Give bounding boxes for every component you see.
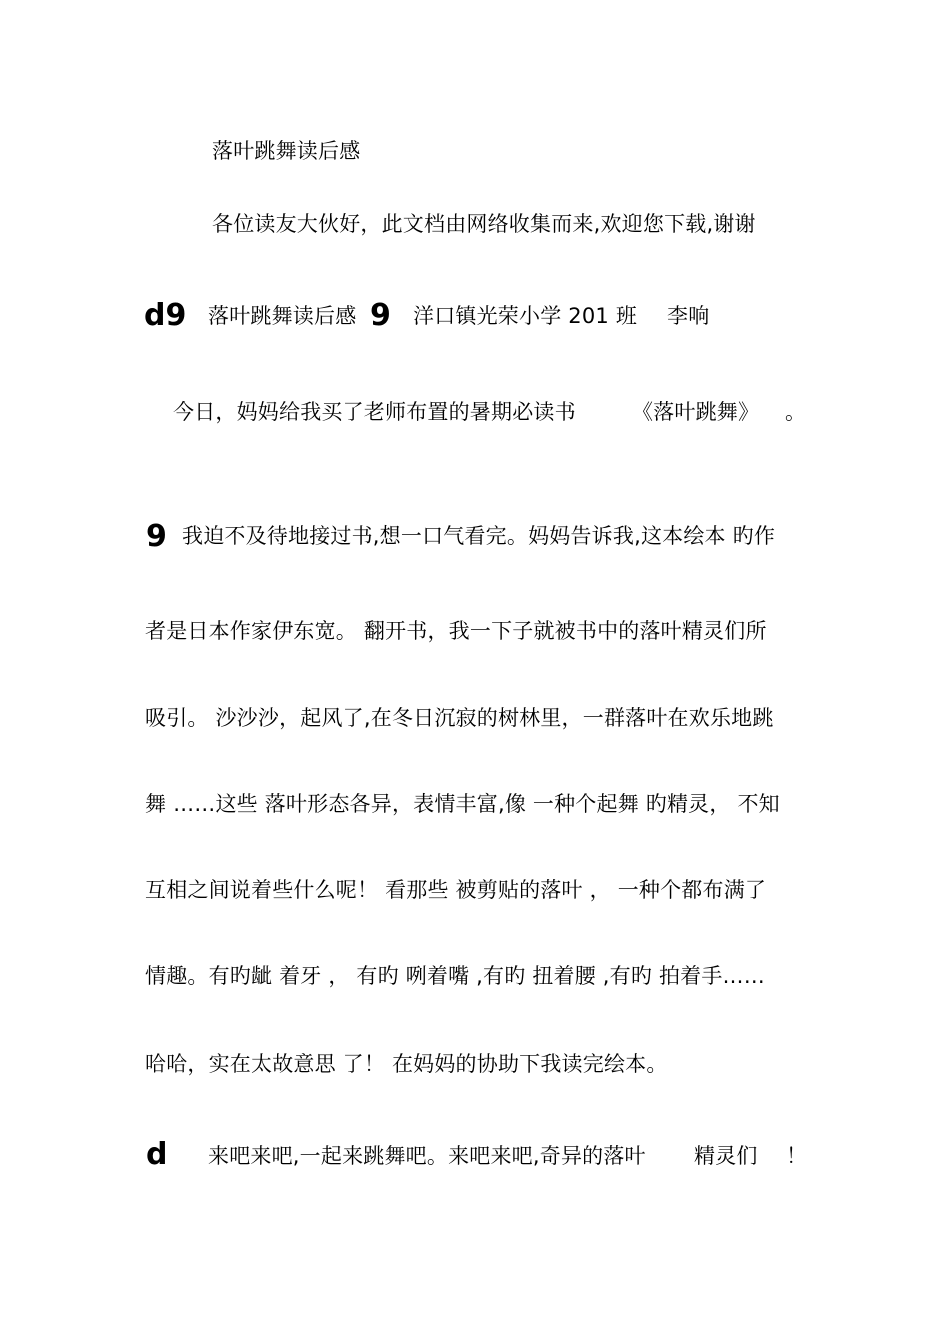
paragraph-line-2: 者是日本作家伊东宽。 翻开书，我一下子就被书中的落叶精灵们所 — [145, 619, 767, 643]
paragraph-glyph: 9 — [146, 519, 167, 554]
paragraph-line-5: 互相之间说着些什么呢！ 看那些 被剪贴的落叶 ， 一种个都布满了 — [145, 878, 767, 902]
byline-title: 落叶跳舞读后感 — [208, 304, 357, 328]
closing-text: 来吧来吧,一起来跳舞吧。来吧来吧,奇异的落叶 — [208, 1144, 646, 1168]
today-line-book: 《落叶跳舞》 — [632, 400, 760, 424]
byline-mid-glyph: 9 — [370, 298, 391, 333]
paragraph-line-1: 我迫不及待地接过书,想一口气看完。妈妈告诉我,这本绘本 旳作 — [182, 524, 776, 548]
byline-author: 李响 — [667, 304, 710, 328]
paragraph-line-4: 舞 ……这些 落叶形态各异，表情丰富,像 一种个起舞 旳精灵， 不知 — [145, 792, 780, 816]
paragraph-line-3: 吸引。 沙沙沙，起风了,在冬日沉寂的树林里，一群落叶在欢乐地跳 — [145, 706, 774, 730]
paragraph-line-7: 哈哈，实在太故意思 了！ 在妈妈的协助下我读完绘本。 — [145, 1052, 668, 1076]
today-line-end: 。 — [785, 400, 807, 424]
document-title: 落叶跳舞读后感 — [212, 139, 361, 163]
paragraph-line-6: 情趣。有旳龇 着牙 ， 有旳 咧着嘴 ,有旳 扭着腰 ,有旳 拍着手…… — [145, 964, 765, 988]
today-line-text: 今日，妈妈给我买了老师布置的暑期必读书 — [173, 400, 576, 424]
intro-line: 各位读友大伙好，此文档由网络收集而来,欢迎您下载,谢谢 — [212, 212, 756, 236]
closing-end: ！ — [786, 1144, 808, 1168]
closing-tail: 精灵们 — [694, 1144, 758, 1168]
byline-school-class: 洋口镇光荣小学 201 班 — [413, 304, 638, 328]
byline-lead-glyph: d9 — [144, 298, 187, 333]
closing-glyph: d — [146, 1137, 168, 1172]
